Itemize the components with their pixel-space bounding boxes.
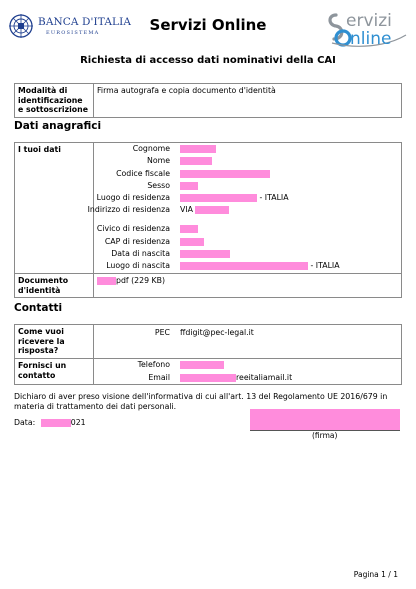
contatto-label: Fornisci un contatto bbox=[15, 359, 94, 385]
bank-name: BANCA D'ITALIA bbox=[38, 16, 132, 28]
date-label: Data: bbox=[14, 418, 36, 427]
redacted-indirizzo bbox=[195, 206, 229, 214]
contatti-table bbox=[14, 324, 402, 385]
email-value: reeitaliamail.it bbox=[236, 372, 293, 382]
page-number: Pagina 1 / 1 bbox=[353, 570, 398, 579]
modalita-value: Firma autografa e copia documento d'identità bbox=[94, 84, 402, 118]
field-indirizzo-residenza bbox=[87, 204, 398, 223]
logo-word-servizi: ervizi bbox=[346, 11, 392, 31]
date-row bbox=[14, 418, 86, 427]
risposta-label: Come vuoi ricevere la risposta? bbox=[15, 325, 94, 359]
redacted-cognome bbox=[180, 145, 216, 153]
redacted-cap bbox=[180, 238, 204, 246]
field-cognome bbox=[97, 143, 398, 155]
page-title: Servizi Online bbox=[149, 16, 267, 34]
documento-file[interactable]: pdf (229 KB) bbox=[116, 276, 166, 285]
label-luogo-residenza: Luogo di residenza bbox=[96, 193, 170, 203]
label-indirizzo-residenza: Indirizzo di residenza bbox=[87, 205, 170, 215]
anagrafici-table bbox=[14, 142, 402, 298]
document-subtitle: Richiesta di accesso dati nominativi della CAI bbox=[80, 55, 336, 66]
redacted-civico bbox=[180, 225, 198, 233]
field-cap-residenza bbox=[97, 236, 398, 248]
luogo-nascita-country: - ITALIA bbox=[310, 261, 340, 271]
signature-label: (firma) bbox=[312, 431, 338, 440]
modalita-label: Modalità di identificazione e sottoscrizione bbox=[15, 84, 94, 118]
tuoi-dati-fields bbox=[87, 143, 402, 274]
label-nome: Nome bbox=[147, 156, 170, 166]
redacted-nome bbox=[180, 157, 212, 165]
field-civico-residenza bbox=[97, 223, 398, 235]
tuoi-dati-label: I tuoi dati bbox=[15, 143, 94, 274]
label-telefono: Telefono bbox=[137, 360, 170, 370]
field-telefono bbox=[97, 359, 398, 371]
field-pec bbox=[97, 327, 398, 339]
bank-subtitle: EUROSISTEMA bbox=[46, 30, 100, 36]
field-sesso bbox=[97, 180, 398, 192]
privacy-declaration: Dichiaro di aver preso visione dell'informativa di cui all'art. 13 del Regolamento UE 2016/679 in materia di trattamento dei dati personali. bbox=[14, 392, 388, 411]
field-data-nascita bbox=[97, 248, 398, 260]
pec-value: ffdigit@pec-legal.it bbox=[180, 328, 254, 337]
field-email bbox=[97, 372, 398, 384]
label-codice-fiscale: Codice fiscale bbox=[116, 168, 170, 178]
field-luogo-residenza bbox=[97, 192, 398, 204]
label-cognome: Cognome bbox=[132, 144, 170, 153]
label-luogo-nascita: Luogo di nascita bbox=[106, 261, 170, 271]
modalita-table bbox=[14, 83, 402, 118]
risposta-cell bbox=[94, 325, 402, 359]
label-cap-residenza: CAP di residenza bbox=[104, 236, 170, 246]
field-luogo-nascita bbox=[97, 260, 398, 272]
redacted-luogo-nascita bbox=[180, 262, 308, 270]
date-suffix: 021 bbox=[70, 418, 86, 427]
section-title-contatti: Contatti bbox=[14, 302, 63, 314]
redacted-telefono bbox=[180, 361, 224, 369]
servizi-online-logo bbox=[326, 9, 408, 49]
redacted-data-nascita bbox=[180, 250, 230, 258]
documento-label: Documento d'identità bbox=[15, 274, 94, 298]
documento-cell bbox=[94, 274, 402, 298]
redacted-sesso bbox=[180, 182, 198, 190]
contatto-cell bbox=[94, 359, 402, 385]
section-title-anagrafici: Dati anagrafici bbox=[14, 120, 102, 132]
label-sesso: Sesso bbox=[147, 180, 170, 190]
logo-word-online: nline bbox=[350, 29, 392, 49]
field-codice-fiscale bbox=[97, 168, 398, 180]
label-email: Email bbox=[148, 372, 170, 382]
redacted-email bbox=[180, 374, 236, 382]
redacted-documento-name bbox=[97, 277, 116, 285]
label-civico-residenza: Civico di residenza bbox=[96, 224, 170, 234]
redacted-date bbox=[41, 419, 71, 427]
indirizzo-prefix: VIA bbox=[180, 205, 193, 215]
signature-redacted bbox=[250, 409, 400, 431]
redacted-luogo-residenza bbox=[180, 194, 257, 202]
redacted-codice-fiscale bbox=[180, 170, 270, 178]
label-pec: PEC bbox=[154, 328, 170, 337]
field-nome bbox=[97, 155, 398, 167]
luogo-residenza-country: - ITALIA bbox=[259, 193, 289, 203]
label-data-nascita: Data di nascita bbox=[111, 249, 170, 259]
